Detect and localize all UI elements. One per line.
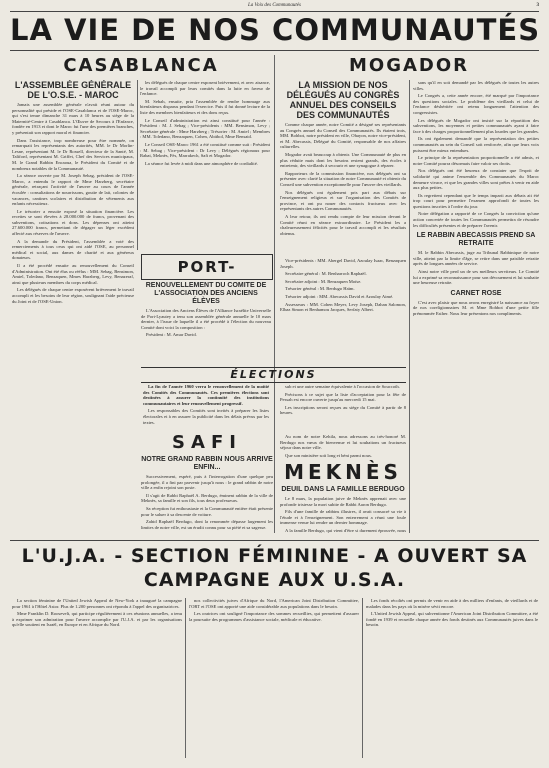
mogador-article-continued [413, 80, 539, 533]
casablanca-city-title: CASABLANCA [63, 55, 219, 76]
port-lyautey-paragraph: Trésorier adjoint : MM. Abecassis David et Azoulay Aimé. [285, 293, 394, 299]
retirement-paragraph: Ainsi notre ville perd un de ses meilleurs serviteurs. Le Comité lui a exprimé sa reconnaissance pour son dévouement et lui souhaite une heureuse retraite. [413, 269, 539, 286]
safi-paragraph: Successivement, espéré, puis à l'interrogation d'une quelque peu prolongée, il a fini par parvenir jusqu'à nous : le grand rabbin de notre ville a enfin rejoint son poste. [141, 474, 273, 491]
meknes-paragraph: Fils d'une famille de rabbins illustres, il avait consacré sa vie à l'étude et à l'enseignement. Son enterrement a réuni une foule immense venue lui rendre un dernier hommage. [280, 509, 406, 526]
casablanca-paragraph: La séance ouverte par M. Joseph Sebag, président de l'OSE-Maroc, a entendu le rapport de Mme Harzberg, secrétaire générale, retraçant l'activité de l'œuvre au cours de l'année écoulée : consultations de nourrissons, goutte de lait, colonies de vacances, cantines scolaires et distribution de vêtements aux enfants nécessiteux. [12, 173, 134, 207]
safi-paragraph: Au nom de notre Kehila, nous adressons au très-honoré M. Berdugo nos vœux de bienvenue et lui souhaitons un fructueux séjour dans notre ville. [280, 434, 406, 451]
casablanca-paragraph: A la demande du Président, l'assemblée a voté des remerciements à tous ceux qui ont aidé l'OSE, au personnel médical et social, aux dames de charité et aux généreux donateurs. [12, 238, 134, 261]
elections-article-continued [280, 384, 406, 429]
safi-header [141, 432, 273, 454]
retirement-paragraph: M. le Rabbin Abecassis, juge au Tribunal Rabbinique de notre ville, atteint par la limite d'âge, se retire dans une paisible retraite après de longues années de service. [413, 250, 539, 267]
mogador-paragraph: A leur retour, ils ont rendu compte de leur mission devant le Comité réuni en séance extraordinaire. Le Président les a chaleureusement félicités pour le travail accompli et les résultats obtenus. [280, 213, 406, 236]
casablanca-paragraph: M. Sebah, ensuite, pria l'assemblée de rendre hommage aux bienfaiteurs disparus pendant l'exercice. Puis il fut donné lecture de la liste des membres bienfaiteurs et des dons reçus. [140, 98, 270, 115]
safi-paragraph: Sa réception fut enthousiaste et la Communauté entière était présente pour le saluer à sa descente de voiture. [141, 505, 273, 517]
casablanca-paragraph: La séance fut levée à midi dans une atmosphère de cordialité. [145, 160, 258, 166]
casablanca-paragraph: Il a été procédé ensuite au renouvellement du Conseil d'Administration. Ont été élus ou réélus : MM. Sebag, Bensimon, Amiel, Toledano, Benzaquen, Mmes Harzberg, Levy, Benazeraf, ainsi que plusieurs membres du corps médical. [12, 263, 134, 285]
mogador-city-title: MOGADOR [348, 55, 470, 76]
port-lyautey-headline: RENOUVELLEMENT DU COMITÉ DE L'ASSOCIATION DES ANCIENS ÉLÈVES [145, 282, 267, 305]
meknes-header [280, 460, 406, 484]
port-lyautey-paragraph: L'Association des Anciens Élèves de l'Alliance Israélite Universelle de Port-Lyautey a tenu son assemblée générale annuelle le 10 mars dernier, à l'issue de laquelle il a été procédé à l'élection du nouveau Comité dont voici la composition : [141, 308, 271, 330]
elections-paragraph: sub et une autre semaine équivalente à l'occasion de Souccoth. [285, 384, 400, 389]
elections-paragraph: Les inscriptions seront reçues au siège du Comité à partir de 8 heures. [280, 404, 406, 416]
mogador-paragraph: Nos délégués ont été heureux de constater que l'esprit de solidarité qui anime l'ensemble des Communautés du Maroc demeure vivace, et que les grandes villes sont prêtes à venir en aide aux plus petites. [413, 168, 539, 191]
port-lyautey-article-continued [280, 258, 406, 354]
column-divider [137, 80, 138, 250]
uja-paragraph: nos collectivités juives d'Afrique du Nord, l'American Joint Distribution Committee, l'ORT et l'OSE ont apporté une aide considérable aux populations dans le besoin. [189, 598, 359, 609]
mogador-paragraph: Mogador avait beaucoup à obtenir. Une Communauté de plus en plus réduite mais dont les besoins restent grands, des écoles à entretenir, des vieillards à secourir et une synagogue à réparer. [280, 151, 406, 169]
port-lyautey-paragraph: Trésorier général : M. Berdugo Haïm. [285, 286, 355, 292]
safi-city-title: SAFI [172, 432, 242, 453]
column-divider [274, 55, 275, 533]
casablanca-paragraph: Jamais une assemblée générale n'avait réuni autour du personnalité qui préside et l'OSE-Casablanca et de l'OSE-Maroc, qui s'est tenue dimanche 31 mars à 10 heures au siège de la Maternité-Centre à Casablanca. L'Œuvre de Secours à l'Enfance, fondée en 1913 et dont le Maroc fut l'une des premières branches, y présentait son rapport moral et financier. [12, 102, 134, 135]
casablanca-paragraph: Le Conseil OSE-Maroc 1961 a été constitué comme suit : Président : M. Sebag ; Vice-président : Dr Levy ; Délégués régionaux pour Rabat, Meknès, Fès, Marrakech, Safi et Mogador. [140, 141, 270, 159]
mogador-paragraph: Le principe de la représentation proportionnelle a été admis, et notre Comité pourra désormais faire valoir ses droits. [413, 155, 539, 166]
casablanca-paragraph: Le Conseil d'administration est ainsi constitué pour l'année : Président : M. J. Sebag ; Vice-présidents : MM. Bensimon, Levy ; Secrétaire générale : Mme Harzberg ; Trésorier : M. Amiel ; Membres : MM. Toledano, Benzaquen, Cohen, Abitbol, Mme Bensaid. [140, 117, 270, 140]
safi-paragraph: Il s'agit de Rabbi Raphaël A. Berdugo, éminent rabbin de la ville de Meknès, sa famille et son fils, tous deux professeurs. [141, 492, 273, 504]
mogador-header [278, 55, 540, 77]
uja-paragraph: Les oratrices ont souligné l'importance des sommes recueillies, qui permettent d'assurer la poursuite des programmes d'assistance sociale, médicale et éducative. [189, 611, 359, 622]
running-header [10, 3, 539, 11]
port-lyautey-paragraph: Vice-présidents : MM. Abergel David, Azoulay Isaac, Benzaquen Joseph. [280, 258, 406, 269]
mogador-paragraph: Les délégués de Mogador ont insisté sur la répartition des subventions, les moyennes et petites communautés ayant à faire face à des charges proportionnellement plus lourdes que les grandes. [413, 117, 539, 134]
elections-article [143, 384, 269, 429]
mogador-paragraph: Notre délégation a rapporté de ce Congrès la conviction qu'une action concertée de toutes les Communautés permettra de résoudre les difficultés présentes et de préparer l'avenir. [413, 211, 539, 228]
meknes-headline: DEUIL DANS LA FAMILLE BERDUGO [281, 486, 405, 493]
port-lyautey-article [141, 282, 271, 364]
retirement-headline: LE RABBIN ABECASSIS PREND SA RETRAITE [416, 232, 536, 248]
mogador-paragraph: sans qu'il en soit demandé par les délégués de toutes les autres villes. [413, 80, 539, 91]
uja-article-col3 [366, 598, 538, 760]
uja-article-col2 [189, 598, 359, 760]
elections-header [141, 367, 406, 383]
casablanca-paragraph: Les délégués de chaque centre exposèrent brièvement le travail accompli et les besoins de leur région, soulignant l'aide précieuse du Joint et de l'OSE-Union. [12, 287, 134, 304]
meknes-paragraph: A la famille Berdugo, qui vient d'être si durement éprouvée, nous [285, 527, 406, 533]
port-lyautey-city-title: PORT- [177, 258, 237, 276]
uja-banner-headline: L'U.J.A. - SECTION FÉMININE - A OUVERT SA CAMPAGNE AUX U.S.A. [21, 545, 528, 591]
mogador-paragraph: Nos délégués ont également pris part aux débats sur l'enseignement religieux et sur l'organisation des Comités de province, et ont pu nouer des contacts fructueux avec les représentants des autres Communautés. [280, 189, 406, 212]
running-title: La Voix des Communautés [248, 3, 301, 8]
meknes-city-title: MEKNÈS [284, 460, 402, 484]
safi-paragraph: Zahid Raphaël Berdugo, dont la renommée dépasse largement les limites de notre ville, est un érudit connu pour sa piété et sa sagesse. [141, 519, 273, 530]
column-divider [362, 598, 363, 758]
mogador-paragraph: Ils ont également demandé que la représentation des petites communautés au sein du Conseil soit renforcée, afin que leurs voix puissent être mieux entendues. [413, 136, 539, 153]
page-number: 3 [536, 3, 539, 8]
safi-article-continued [280, 434, 406, 460]
masthead-rule [10, 50, 539, 51]
masthead-title: LA VIE DE NOS COMMUNAUTÉS [10, 13, 541, 47]
section-rule [10, 540, 539, 541]
casablanca-paragraph: les délégués de chaque centre exposent brièvement, et avec aisance, le travail accompli par leurs comités dans la lutte en faveur de l'enfance. [140, 80, 270, 97]
safi-article [141, 456, 273, 540]
port-lyautey-paragraph: Secrétaire adjoint : M. Benzaquen Moïse. [285, 278, 362, 284]
mogador-paragraph: Le Congrès a, cette année encore, été marqué par l'importance des questions sociales. Le problème des vieillards et celui de l'enfance déshéritée ont retenu longuement l'attention des congressistes. [413, 93, 539, 115]
uja-paragraph: L'United Jewish Appeal, qui subventionne l'American Joint Distribution Committee, a été fondé en 1939 et recueille chaque année des fonds destinés aux Communautés juives dans le besoin. [366, 611, 538, 628]
elections-title: ÉLECTIONS [230, 368, 317, 381]
port-lyautey-paragraph: Secrétaire général : M. Benharroch Raphaël. [285, 271, 367, 277]
elections-paragraph: Les responsables des Comités sont invités à préparer les listes électorales et à en assurer la publicité dans les délais prévus par les textes. [143, 408, 269, 425]
uja-article-col1 [12, 598, 182, 760]
casablanca-headline: L'ASSEMBLÉE GÉNÉRALE DE L'O.S.E. - MAROC [14, 80, 132, 100]
elections-paragraph: Précisons à ce sujet que la liste d'acceptation pour la fête de Pessah est encore ouverte jusqu'au mercredi 15 mai. [280, 391, 406, 403]
meknes-article [280, 486, 406, 534]
safi-headline: NOTRE GRAND RABBIN NOUS ARRIVE ENFIN... [141, 456, 273, 471]
elections-paragraph: La fin de l'année 1960 verra le renouvellement de la moitié des Comités des Communautés. Ces premières élections sont destinées à assurer la continuité des institutions communautaires et leur renouvellement progressif. [143, 384, 269, 406]
birth-notice-paragraph: C'est avec plaisir que nous avons enregistré la naissance au foyer de nos coreligionnaires M. et Mme Bohbot d'une petite fille prénommée Esther. Nous leur présentons nos compliments. [413, 299, 539, 316]
casablanca-article [12, 80, 134, 468]
mogador-headline: LA MISSION DE NOS DÉLÉGUÉS AU CONGRÈS ANNUEL DES CONSEILS DES COMMUNAUTÉS [286, 80, 400, 120]
casablanca-article-continued [140, 80, 270, 248]
birth-notice-headline: CARNET ROSE [450, 289, 502, 297]
casablanca-paragraph: Le trésorier a ensuite exposé la situation financière. Les recettes se sont élevées à 28.000.000 de francs, provenant des subventions, cotisations et dons. Les dépenses ont atteint 27.600.000 francs, permettant de dégager un léger excédent affecté aux réserves de l'œuvre. [12, 208, 134, 237]
mogador-paragraph: Rapporteurs de la commission financière, nos délégués ont su présenter avec clarté la situation de notre Communauté et obtenir du Conseil une subvention exceptionnelle pour l'œuvre des vieillards. [280, 170, 406, 187]
meknes-paragraph: Le 8 mars, la population juive de Meknès apprenait avec une profonde tristesse la mort subite de Rabbi Aaron Berdugo. [280, 496, 406, 507]
safi-paragraph: Que son ministère soit long et béni parmi nous. [285, 452, 372, 458]
uja-paragraph: La section féminine de l'United Jewish Appeal de New-York a inauguré la campagne pour 1961 à l'Hôtel Astor. Plus de 1.200 personnes ont répondu à l'appel des organisatrices. [12, 598, 182, 609]
port-lyautey-paragraph: Président : M. Amar David. [146, 332, 197, 338]
port-lyautey-header [141, 254, 273, 280]
header-rule [10, 11, 539, 12]
column-divider [409, 80, 410, 533]
column-divider [185, 598, 186, 758]
uja-paragraph: Mme Franklin D. Roosevelt, qui participe régulièrement à ces réunions annuelles, a tenu à exprimer son admiration pour l'œuvre accomplie par l'U.J.A. et par les organisations qu'elle soutient en Israël, en Europe et en Afrique du Nord. [12, 611, 182, 628]
casablanca-header [10, 55, 272, 77]
casablanca-paragraph: Dans l'assistance, trop nombreuse pour être nommée, on remarquait les représentants des autorités, MM. le Dr Morlin-Lesne, représentant M. le Dr Rossell, directeur de la Santé, M. Taliford, représentant M. Griffet, Chef des Services municipaux, M. le Grand Rabbin Encaoua, le Président du Comité et de nombreux notables de la Communauté. [12, 137, 134, 171]
mogador-paragraph: Comme chaque année, notre Comité a désigné ses représentants au Congrès annuel du Conseil des Communautés. Ils étaient trois, MM. Bohbot, notre président en ville, Ohayon, notre vice-président, et M. Abecassis, Délégué du Comité, responsable de nos affaires culturelles. [280, 122, 406, 150]
mogador-paragraph: Ils regrettent cependant que le temps imparti aux débats ait été trop court pour permettre l'examen approfondi de toutes les questions inscrites à l'ordre du jour. [413, 192, 539, 209]
uja-paragraph: Les fonds récoltés ont permis de venir en aide à des milliers d'enfants, de vieillards et de malades dans les pays où la misère sévit encore. [366, 598, 538, 609]
port-lyautey-paragraph: Assesseurs : MM. Cohen Meyer, Levy Joseph, Dahan Salomon, Elbaz Simon et Benhamou Jacques, Serfaty Albert. [280, 301, 406, 313]
